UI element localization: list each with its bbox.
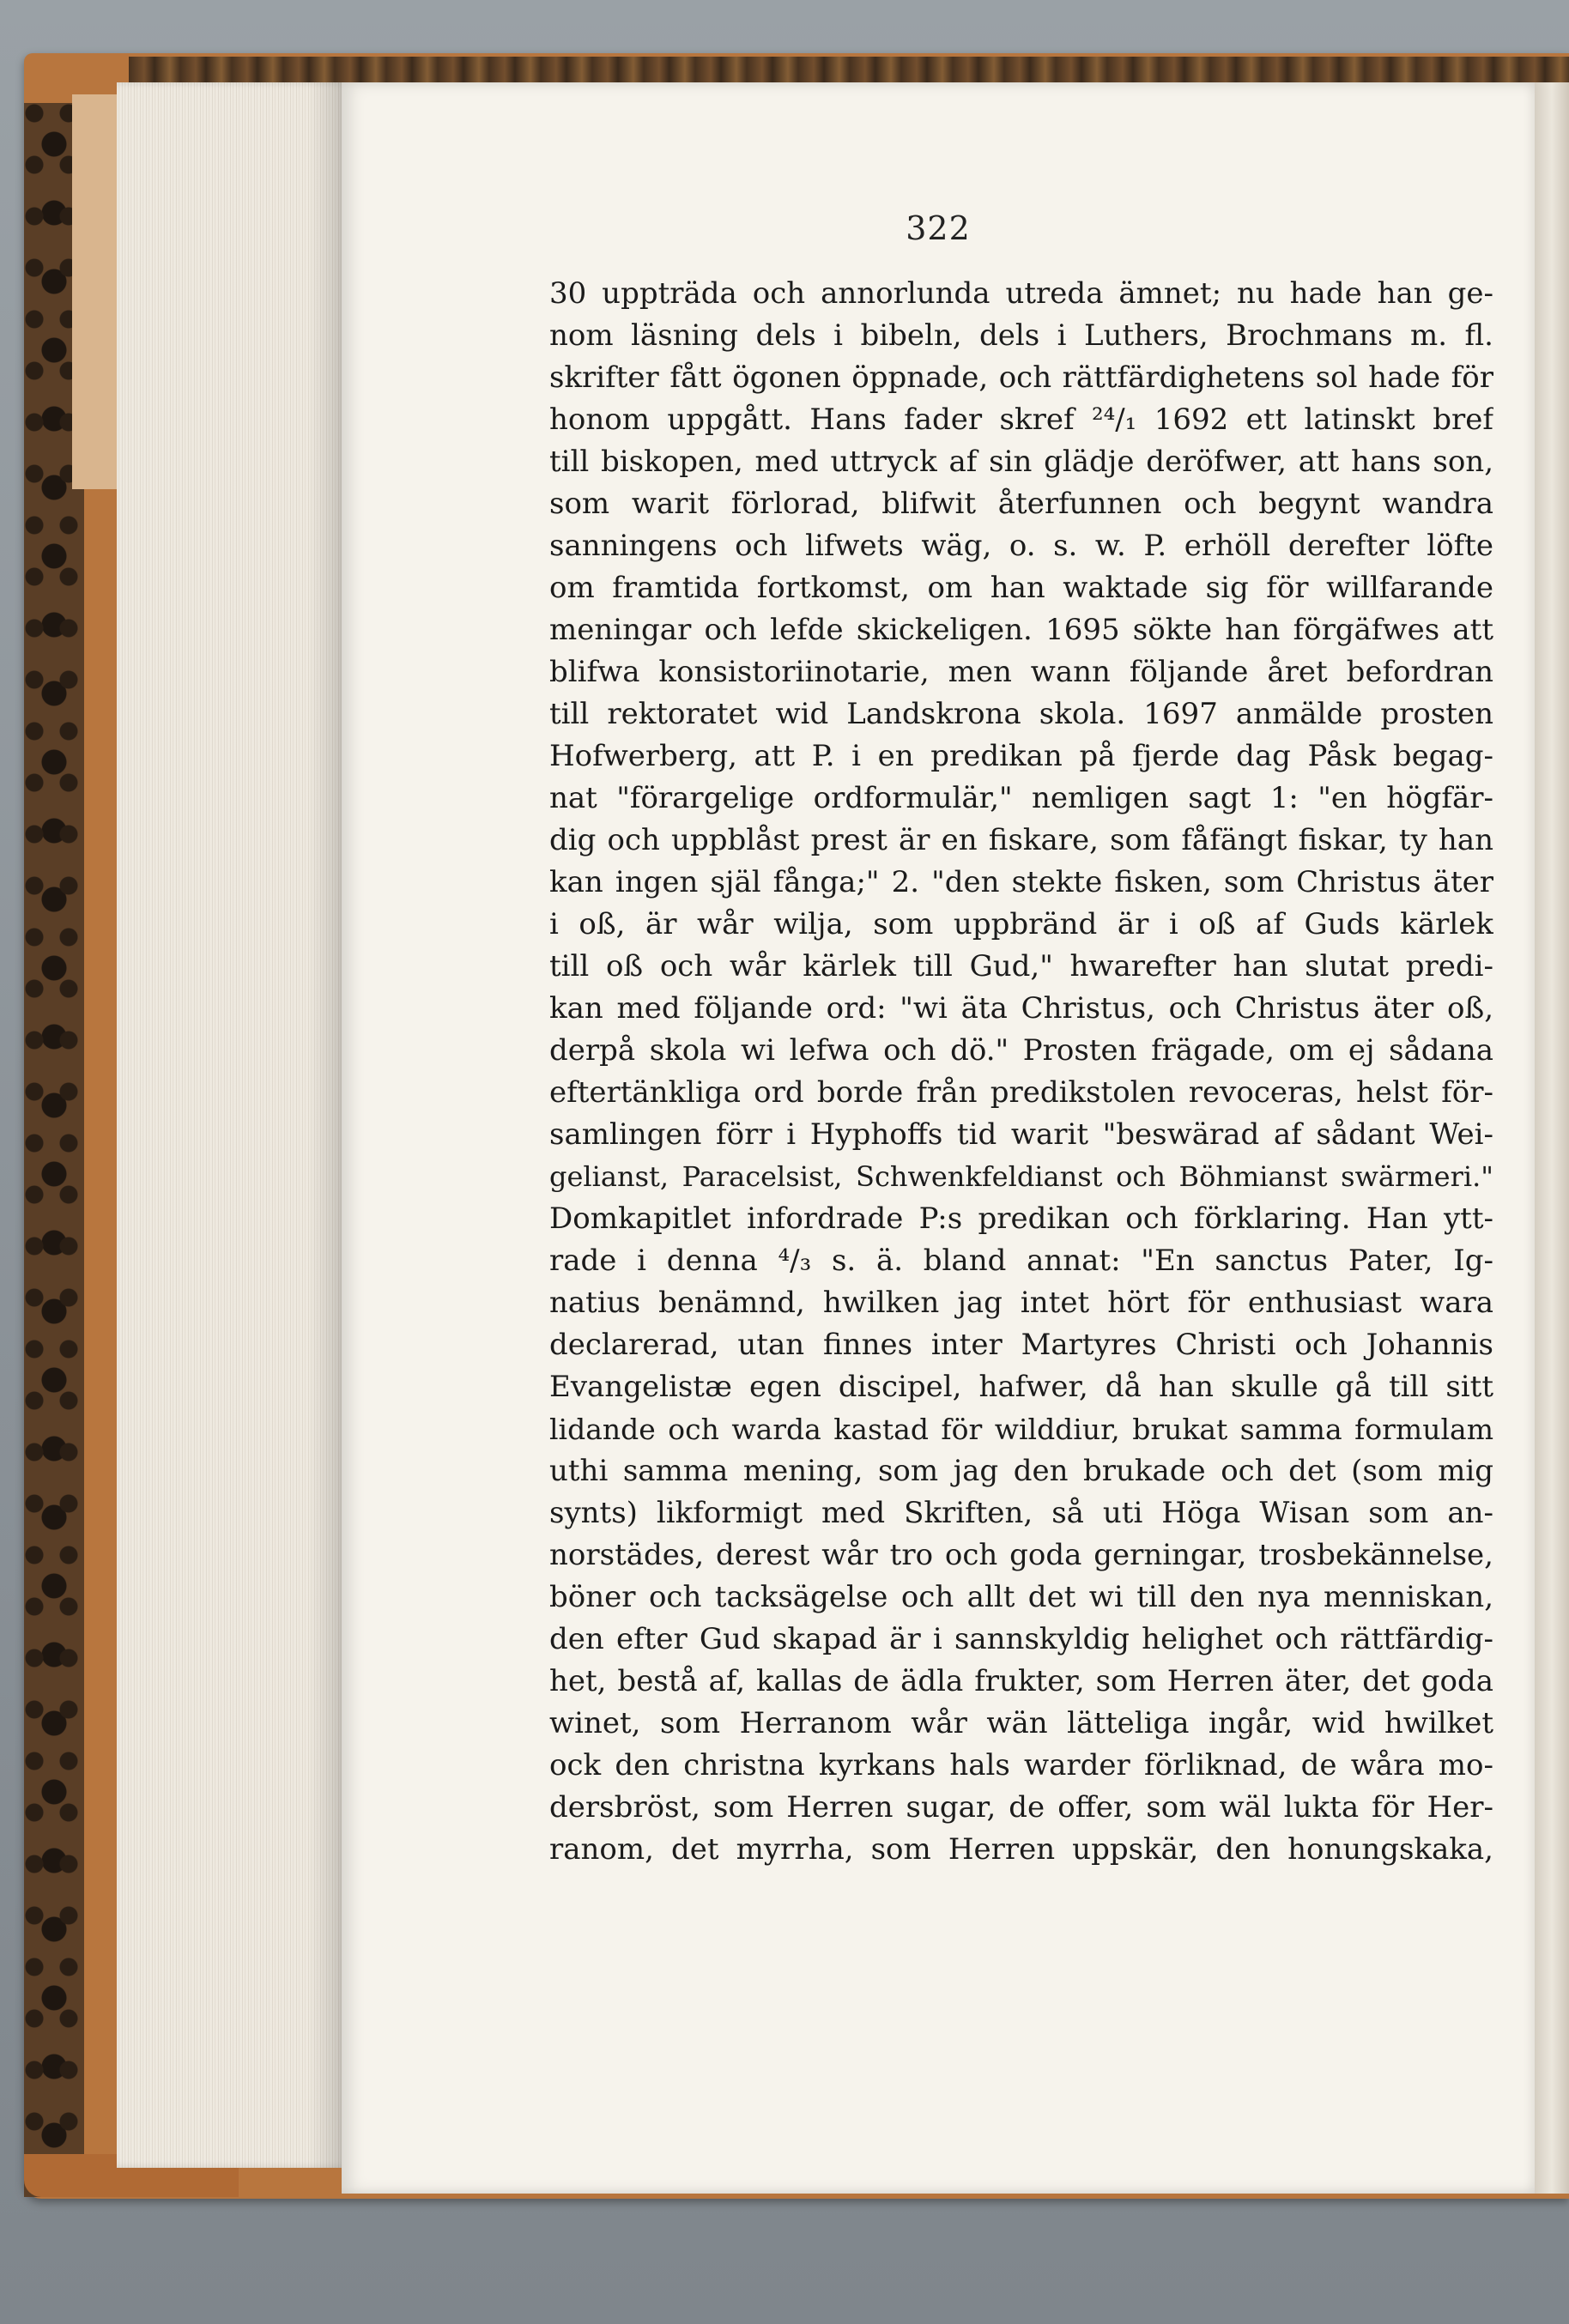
text-line: sanningens och lifwets wäg, o. s. w. P. erhöll derefter löfte xyxy=(549,529,1493,563)
text-line: ranom, det myrrha, som Herren uppskär, den honungskaka, xyxy=(549,1832,1493,1867)
text-line: 30 uppträda och annorlunda utreda ämnet; nu hade han ge- xyxy=(549,276,1493,311)
page-number: 322 xyxy=(906,209,971,247)
text-line: Domkapitlet infordrade P:s predikan och förklaring. Han ytt- xyxy=(549,1201,1493,1236)
text-line: derpå skola wi lefwa och dö." Prosten frägade, om ej sådana xyxy=(549,1033,1493,1068)
text-line: skrifter fått ögonen öppnade, och rättfärdighetens sol hade för xyxy=(549,360,1493,395)
text-line: nom läsning dels i bibeln, dels i Luthers, Brochmans m. fl. xyxy=(549,318,1493,353)
cover-top-edge xyxy=(129,57,1569,84)
text-line: lidande och warda kastad för wilddiur, brukat samma formulam xyxy=(549,1413,1493,1446)
text-line: som warit förlorad, blifwit återfunnen och begynt wandra xyxy=(549,487,1493,521)
text-line: uthi samma mening, som jag den brukade och det (som mig xyxy=(549,1454,1493,1488)
text-line: den efter Gud skapad är i sannskyldig helighet och rättfärdig- xyxy=(549,1622,1493,1656)
text-line: till biskopen, med uttryck af sin glädje deröfwer, att hans son, xyxy=(549,445,1493,479)
text-line: kan med följande ord: "wi äta Christus, och Christus äter oß, xyxy=(549,991,1493,1026)
text-line: i oß, är wår wilja, som uppbränd är i oß af Guds kärlek xyxy=(549,907,1493,941)
page-text xyxy=(549,273,1493,1871)
text-line: dersbröst, som Herren sugar, de offer, som wäl lukta för Her- xyxy=(549,1790,1493,1825)
text-line: om framtida fortkomst, om han waktade sig för willfarande xyxy=(549,571,1493,605)
text-line: Hofwerberg, att P. i en predikan på fjerde dag Påsk begag- xyxy=(549,739,1493,773)
text-line: till oß och wår kärlek till Gud," hwarefter han slutat predi- xyxy=(549,949,1493,983)
text-line: rade i denna ⁴/₃ s. ä. bland annat: "En sanctus Pater, Ig- xyxy=(549,1244,1493,1278)
text-line: synts) likformigt med Skriften, så uti Höga Wisan som an- xyxy=(549,1496,1493,1530)
cover-inner-strip xyxy=(72,94,117,489)
text-line: gelianst, Paracelsist, Schwenkfeldianst och Böhmianst swärmeri." xyxy=(549,1160,1493,1193)
facing-page-edge xyxy=(1535,82,1569,2194)
text-line: het, bestå af, kallas de ädla frukter, som Herren äter, det goda xyxy=(549,1664,1493,1698)
text-line: declarerad, utan finnes inter Martyres Christi och Johannis xyxy=(549,1328,1493,1362)
text-line: till rektoratet wid Landskrona skola. 1697 anmälde prosten xyxy=(549,697,1493,731)
text-line: natius benämnd, hwilken jag intet hört för enthusiast wara xyxy=(549,1286,1493,1320)
text-line: ock den christna kyrkans hals warder förliknad, de wåra mo- xyxy=(549,1748,1493,1782)
text-line: samlingen förr i Hyphoffs tid warit "beswärad af sådant Wei- xyxy=(549,1117,1493,1152)
text-line: winet, som Herranom wår wän lätteliga ingår, wid hwilket xyxy=(549,1706,1493,1740)
text-line: Evangelistæ egen discipel, hafwer, då han skulle gå till sitt xyxy=(549,1370,1493,1404)
text-line: honom uppgått. Hans fader skref ²⁴/₁ 1692 ett latinskt bref xyxy=(549,402,1493,437)
text-line: dig och uppblåst prest är en fiskare, som fåfängt fiskar, ty han xyxy=(549,823,1493,857)
text-line: norstädes, derest wår tro och goda gerningar, trosbekännelse, xyxy=(549,1538,1493,1572)
text-line: kan ingen själ fånga;" 2. "den stekte fisken, som Christus äter xyxy=(549,865,1493,899)
text-line: eftertänkliga ord borde från predikstolen revoceras, helst för- xyxy=(549,1075,1493,1110)
text-line: blifwa konsistoriinotarie, men wann följande året befordran xyxy=(549,655,1493,689)
text-line: meningar och lefde skickeligen. 1695 sökte han förgäfwes att xyxy=(549,613,1493,647)
text-line: nat "förargelige ordformulär," nemligen sagt 1: "en högfär- xyxy=(549,781,1493,815)
text-line: böner och tacksägelse och allt det wi till den nya menniskan, xyxy=(549,1580,1493,1614)
